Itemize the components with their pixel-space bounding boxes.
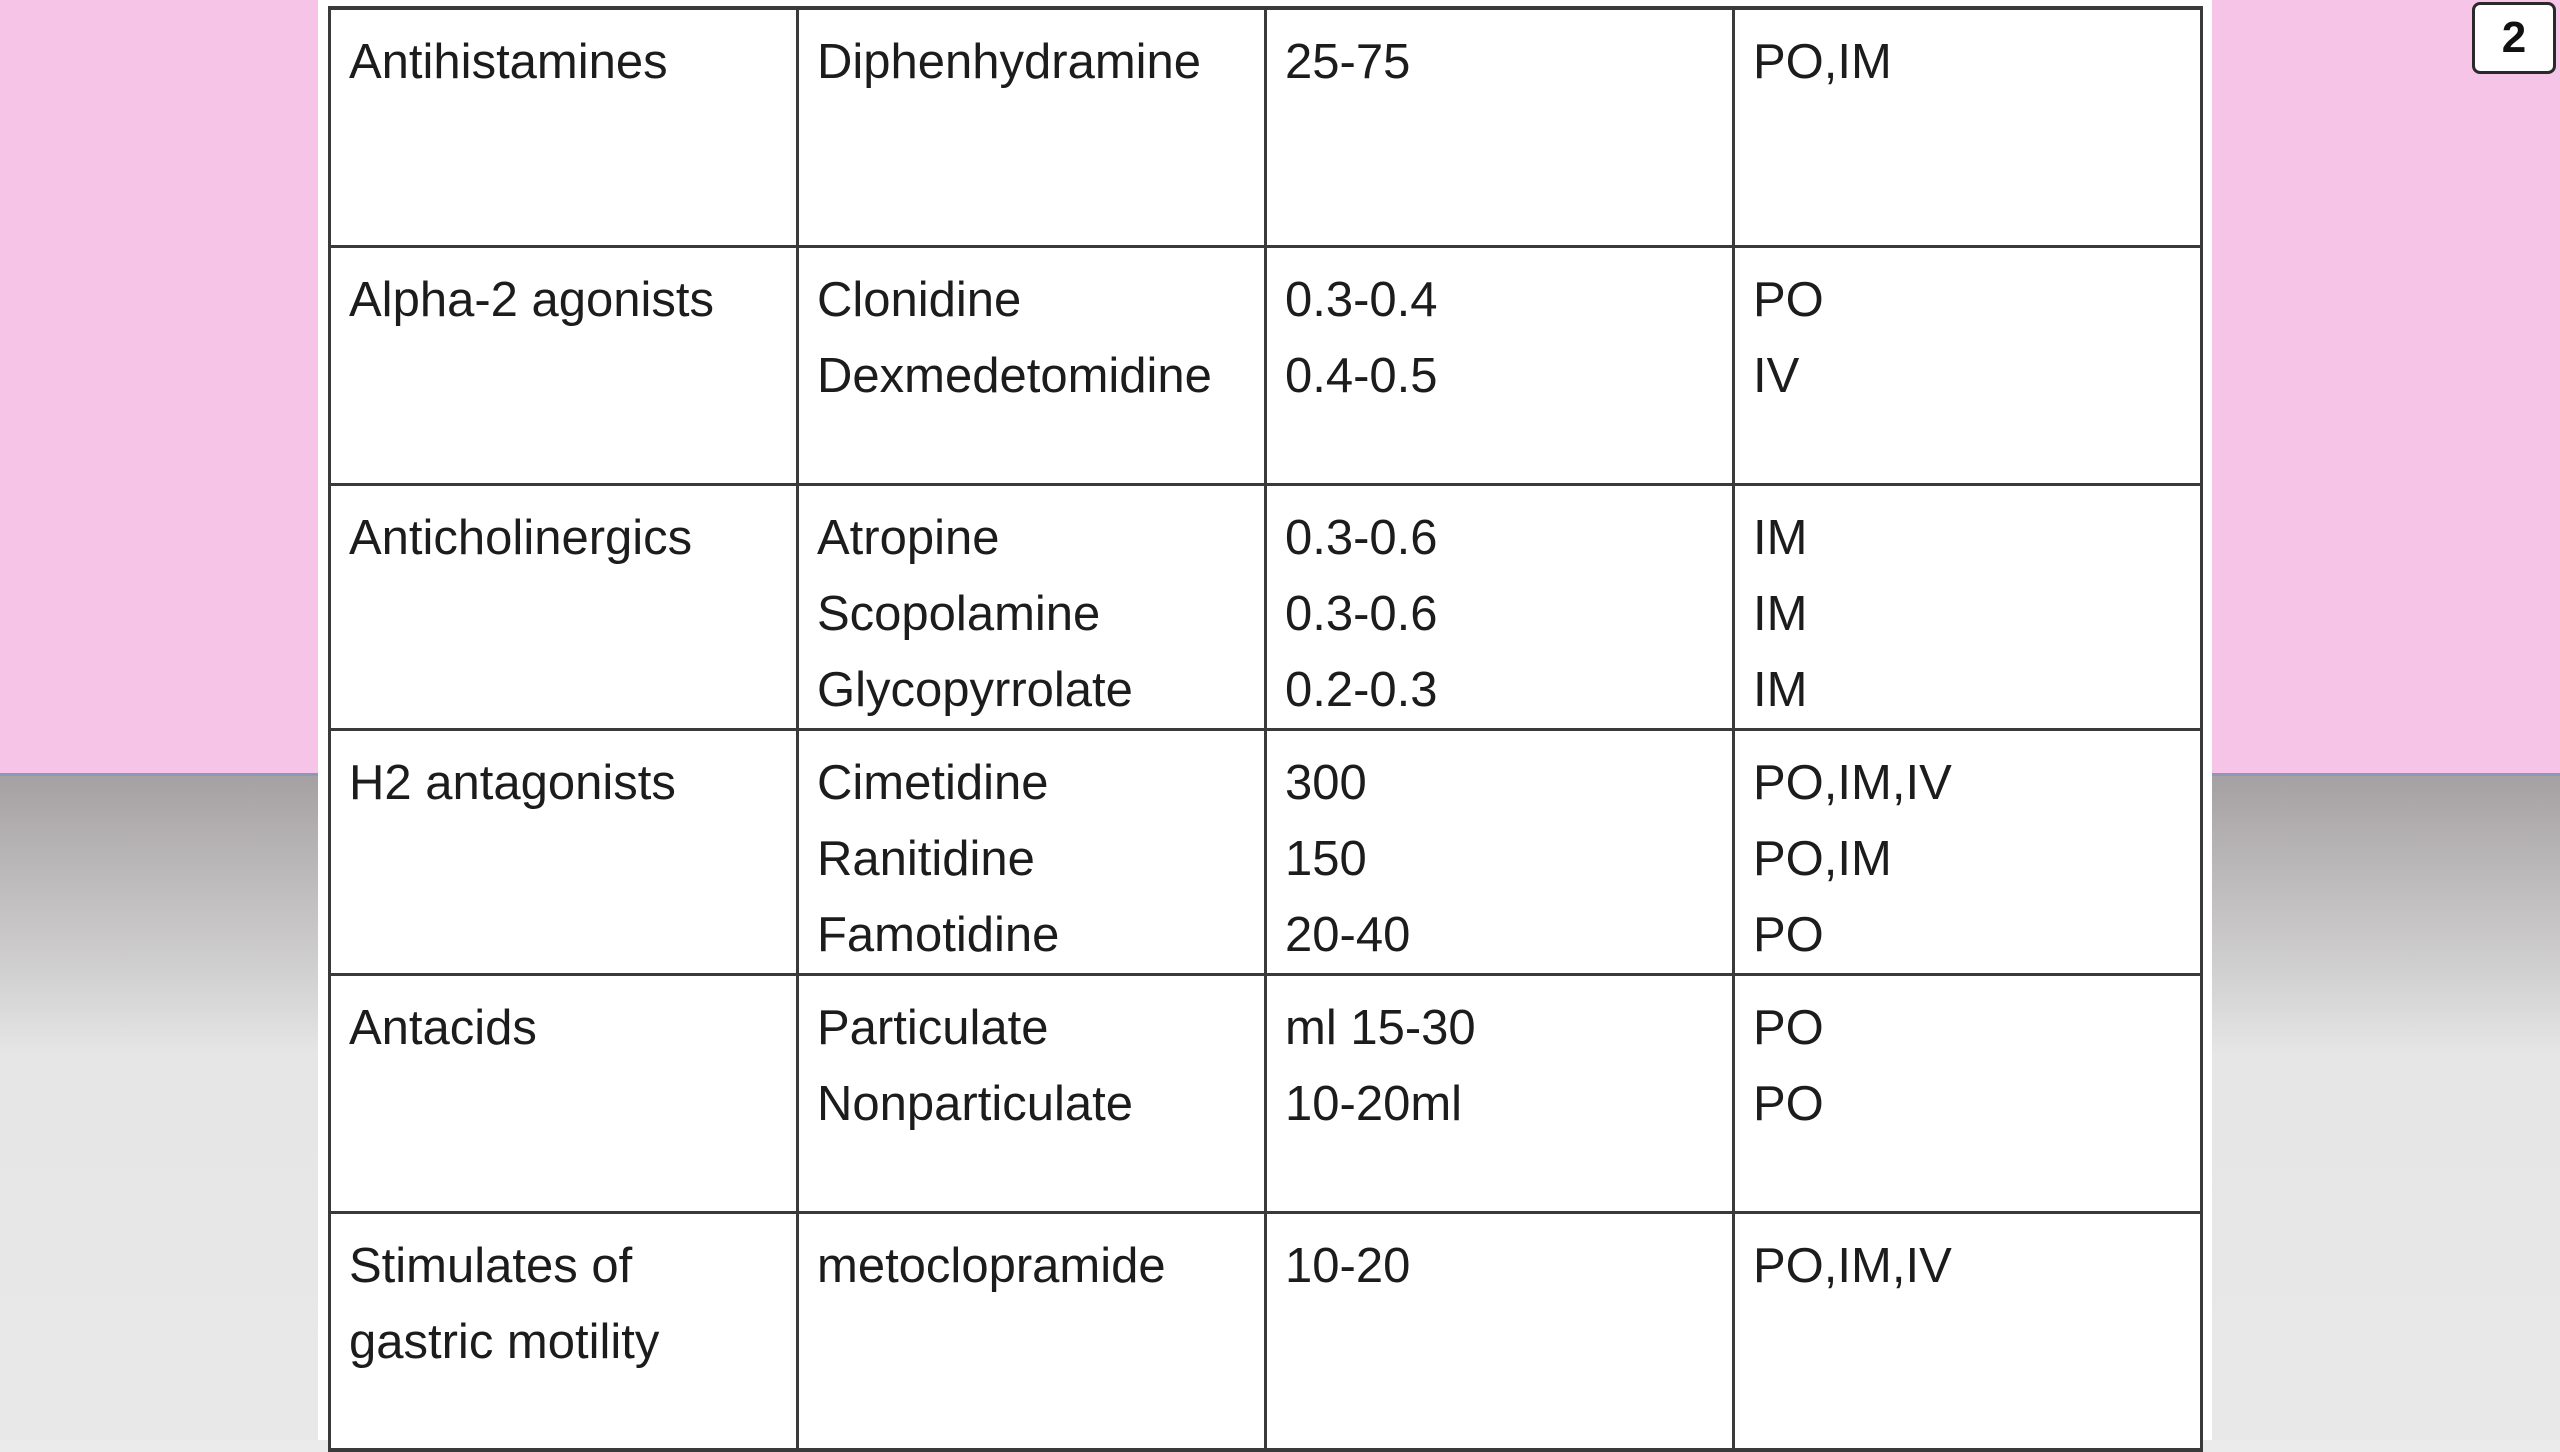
route-value: IV [1753, 348, 1800, 403]
dose-cell [1266, 974, 1734, 1212]
route-cell [1734, 729, 2202, 974]
drug-cell [798, 8, 1266, 246]
table-row [330, 1212, 2202, 1450]
table-row [330, 246, 2202, 484]
dose-value: 20-40 [1285, 907, 1411, 962]
table-row [330, 8, 2202, 246]
drug-cell [798, 484, 1266, 729]
premedication-table [328, 6, 2203, 1452]
route-cell [1734, 1212, 2202, 1450]
table-row [330, 974, 2202, 1212]
dose-value: 25-75 [1285, 35, 1411, 89]
drug-name: Atropine [817, 510, 1000, 565]
dose-cell [1266, 729, 1734, 974]
category-label: H2 antagonists [349, 755, 676, 810]
route-value: PO [1753, 272, 1824, 327]
category-label: gastric motility [349, 1314, 660, 1369]
route-value: IM [1753, 510, 1808, 565]
dose-value: 10-20ml [1285, 1076, 1463, 1131]
drug-name: Particulate [817, 1000, 1049, 1055]
drug-name: metoclopramide [817, 1238, 1166, 1293]
dose-cell [1266, 8, 1734, 246]
dose-cell [1266, 484, 1734, 729]
route-value: PO,IM [1753, 831, 1892, 886]
category-cell [330, 729, 798, 974]
route-cell [1734, 484, 2202, 729]
category-label: Stimulates of [349, 1238, 633, 1293]
category-label: Antihistamines [349, 35, 668, 89]
dose-value: 0.3-0.6 [1285, 586, 1438, 641]
dose-value: 0.3-0.4 [1285, 272, 1438, 327]
drug-name: Ranitidine [817, 831, 1035, 886]
route-value: PO [1753, 907, 1824, 962]
dose-value: 300 [1285, 755, 1367, 810]
route-value: PO [1753, 1076, 1824, 1131]
table-row [330, 484, 2202, 729]
drug-cell [798, 729, 1266, 974]
route-value: IM [1753, 662, 1808, 717]
dose-value: 10-20 [1285, 1238, 1411, 1293]
category-cell [330, 974, 798, 1212]
drug-name: Diphenhydramine [817, 35, 1202, 89]
dose-cell [1266, 246, 1734, 484]
drug-name: Famotidine [817, 907, 1060, 962]
dose-cell [1266, 1212, 1734, 1450]
category-cell [330, 8, 798, 246]
route-value: IM [1753, 586, 1808, 641]
route-value: PO,IM,IV [1753, 755, 1952, 810]
category-cell [330, 484, 798, 729]
dose-value: 0.2-0.3 [1285, 662, 1438, 717]
route-cell [1734, 8, 2202, 246]
route-value: PO [1753, 1000, 1824, 1055]
category-label: Antacids [349, 1000, 537, 1055]
category-label: Anticholinergics [349, 510, 693, 565]
dose-value: 0.4-0.5 [1285, 348, 1438, 403]
dose-value: 0.3-0.6 [1285, 510, 1438, 565]
table-row [330, 729, 2202, 974]
category-cell [330, 246, 798, 484]
drug-name: Nonparticulate [817, 1076, 1133, 1131]
drug-cell [798, 974, 1266, 1212]
drug-cell [798, 1212, 1266, 1450]
dose-value: ml 15-30 [1285, 1000, 1476, 1055]
route-cell [1734, 246, 2202, 484]
drug-name: Cimetidine [817, 755, 1049, 810]
route-value: PO,IM,IV [1753, 1238, 1952, 1293]
category-label: Alpha-2 agonists [349, 272, 715, 327]
route-cell [1734, 974, 2202, 1212]
drug-name: Dexmedetomidine [817, 348, 1212, 403]
dose-value: 150 [1285, 831, 1367, 886]
category-cell [330, 1212, 798, 1450]
drug-name: Glycopyrrolate [817, 662, 1133, 717]
drug-name: Scopolamine [817, 586, 1101, 641]
drug-cell [798, 246, 1266, 484]
drug-name: Clonidine [817, 272, 1022, 327]
route-value: PO,IM [1753, 35, 1892, 89]
page-number-badge: 2 [2472, 2, 2556, 74]
